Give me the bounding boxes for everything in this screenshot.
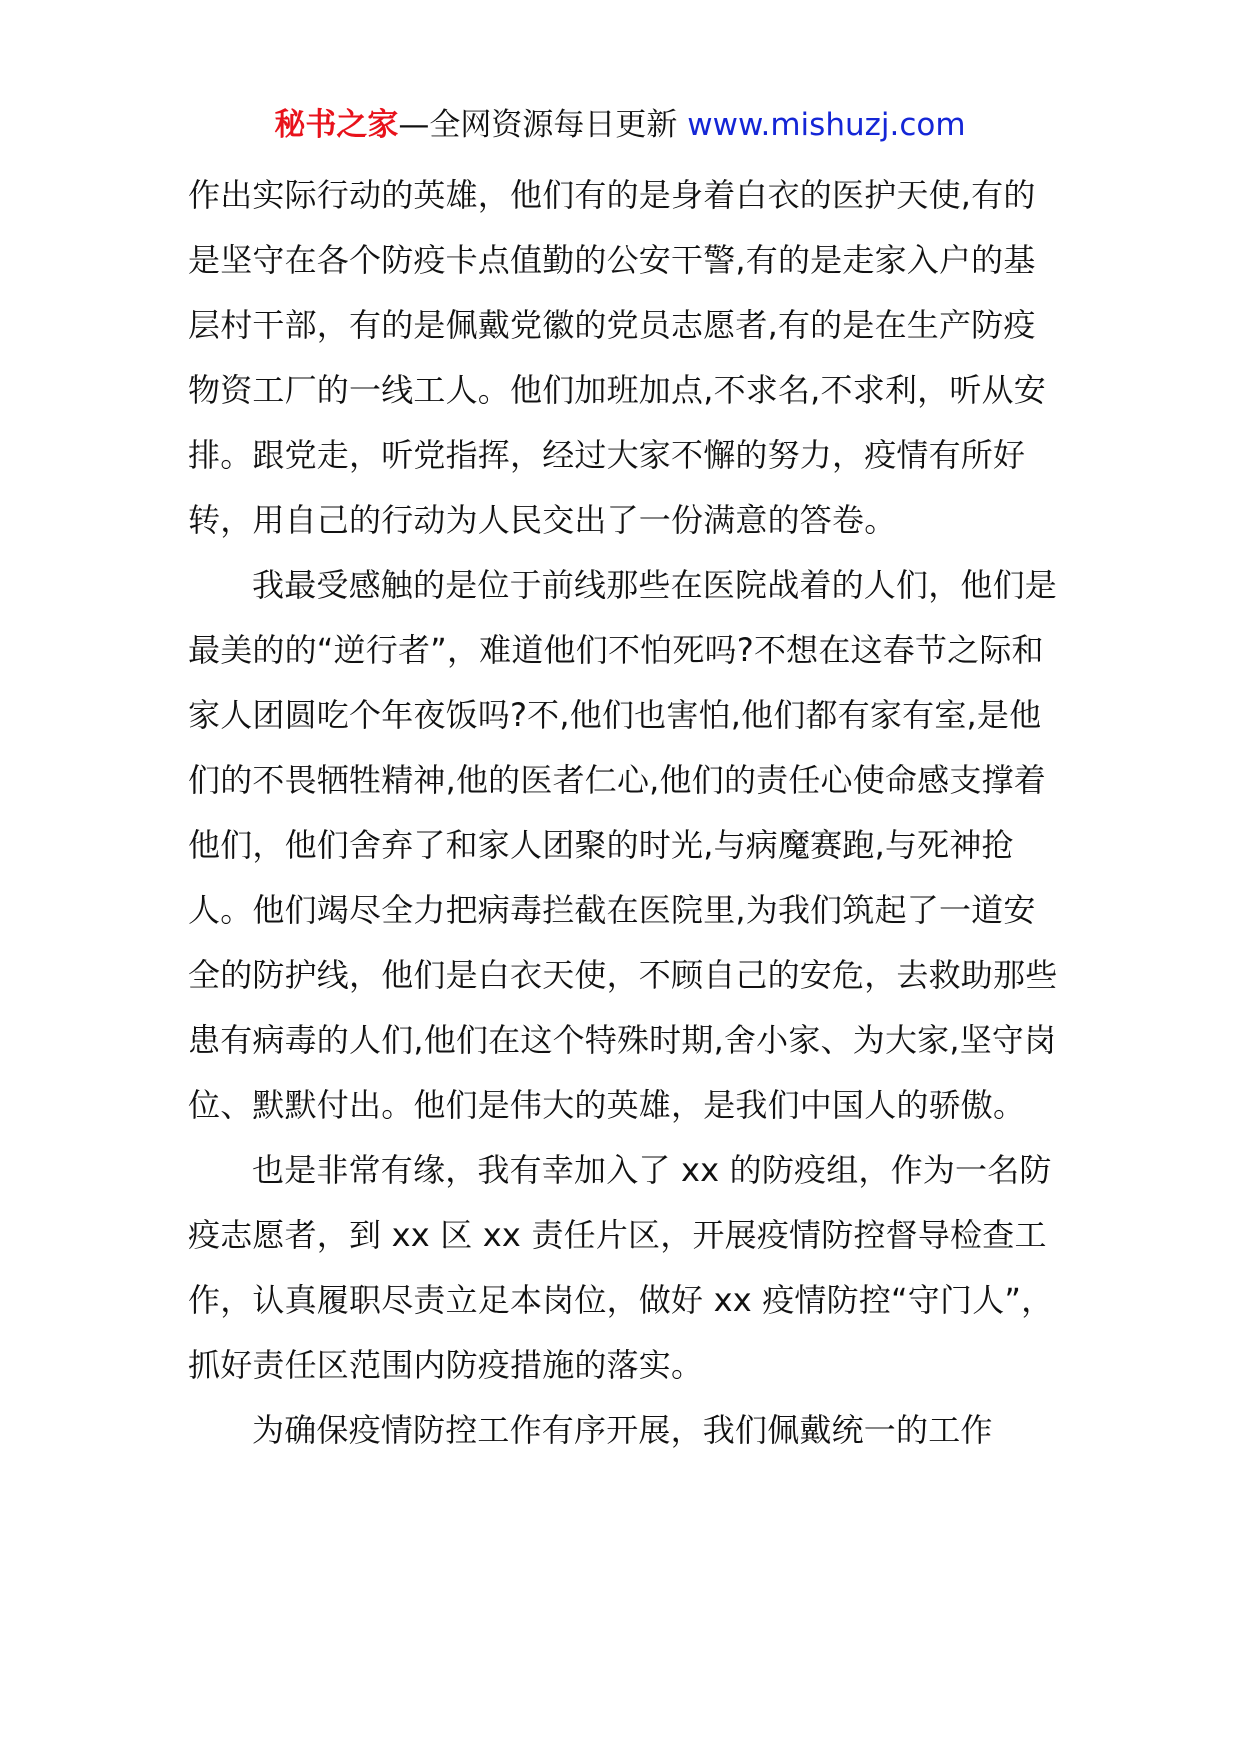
site-brand: 秘书之家	[274, 107, 399, 143]
paragraph: 也是非常有缘，我有幸加入了 xx 的防疫组，作为一名防疫志愿者，到 xx 区 xx 责任片区，开展疫情防控督导检查工作，认真履职尽责立足本岗位，做好 xx 疫情防控“守门人”，抓好责任区范围内防疫措施的落实。	[188, 1151, 1054, 1384]
site-url-link[interactable]: www.mishuzj.com	[687, 107, 966, 143]
paragraph: 我最受感触的是位于前线那些在医院战着的人们，他们是最美的的“逆行者”，难道他们不怕死吗?不想在这春节之际和家人团圆吃个年夜饭吗?不,他们也害怕,他们都有家有室,是他们的不畏牺牲精神,他的医者仁心,他们的责任心使命感支撑着他们，他们舍弃了和家人团聚的时光,与病魔赛跑,与死神抢人。他们竭尽全力把病毒拦截在医院里,为我们筑起了一道安全的防护线，他们是白衣天使，不顾自己的安危，去救助那些患有病毒的人们,他们在这个特殊时期,舍小家、为大家,坚守岗位、默默付出。他们是伟大的英雄，是我们中国人的骄傲。	[188, 566, 1058, 1124]
site-tagline: —全网资源每日更新	[398, 107, 688, 143]
article-body	[188, 163, 1058, 1463]
paragraph: 为确保疫情防控工作有序开展，我们佩戴统一的工作	[252, 1411, 993, 1449]
site-header	[0, 98, 1240, 152]
paragraph-continued: 作出实际行动的英雄，他们有的是身着白衣的医护天使,有的是坚守在各个防疫卡点值勤的公安干警,有的是走家入户的基层村干部，有的是佩戴党徽的党员志愿者,有的是在生产防疫物资工厂的一线工人。他们加班加点,不求名,不求利，听从安排。跟党走，听党指挥，经过大家不懈的努力，疫情有所好转，用自己的行动为人民交出了一份满意的答卷。	[188, 176, 1046, 539]
